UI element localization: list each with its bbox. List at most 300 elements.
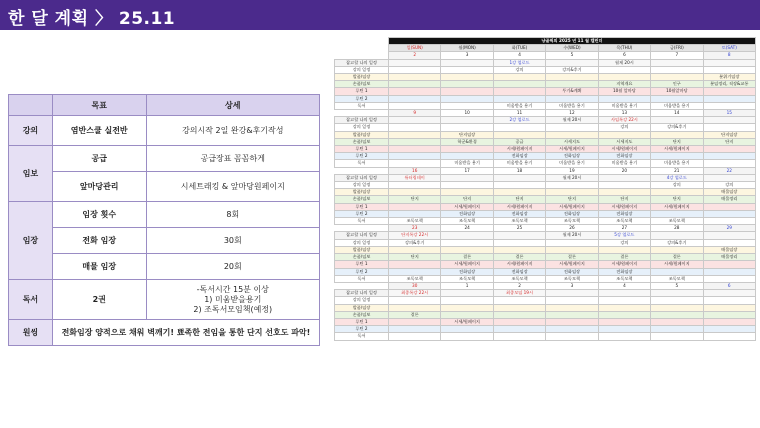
calendar-cell — [389, 124, 441, 131]
calendar-cell — [493, 124, 545, 131]
calendar-row-label: 독서 — [335, 218, 389, 225]
calendar-row-label: 잡고할 나의 일정 — [335, 59, 389, 66]
calendar-cell — [441, 146, 493, 153]
calendar-cell — [598, 95, 650, 102]
goals-detail-line: 2) 조독서모임책(예정) — [193, 304, 273, 314]
calendar-week-row — [335, 189, 756, 196]
calendar-cell — [389, 59, 441, 66]
calendar-dayname: 수(WED) — [546, 45, 598, 52]
calendar-cell: 미움받을 용기 — [651, 160, 703, 167]
calendar-week-row — [335, 124, 756, 131]
calendar-cell — [703, 275, 755, 282]
calendar-cell — [546, 95, 598, 102]
calendar-row-label: 강의 일정 — [335, 66, 389, 73]
calendar-cell — [651, 59, 703, 66]
calendar-cell — [651, 74, 703, 81]
calendar-cell — [493, 232, 545, 239]
calendar-row-label: 손품/임보 — [335, 196, 389, 203]
calendar-cell: 미움받을 용기 — [441, 160, 493, 167]
calendar-cell: 시세/원페이지 — [441, 318, 493, 325]
calendar-cell: 시세/원페이지 — [651, 203, 703, 210]
header-bar — [0, 0, 760, 30]
calendar-cell — [389, 304, 441, 311]
calendar-cell — [546, 131, 598, 138]
goals-detail: 강의시작 2일 완강&후기작성 — [146, 116, 319, 146]
calendar-week-row — [335, 102, 756, 109]
calendar-cell — [389, 189, 441, 196]
calendar-cell: 전화임장 — [546, 153, 598, 160]
calendar-dayname: 토(SAT) — [703, 45, 755, 52]
calendar-cell — [493, 297, 545, 304]
calendar-cell — [703, 218, 755, 225]
calendar-cell: 시세/원페이지 — [598, 261, 650, 268]
calendar-week-row — [335, 182, 756, 189]
calendar-cell — [546, 326, 598, 333]
calendar-body — [335, 38, 756, 341]
calendar-cell — [651, 189, 703, 196]
calendar-cell — [389, 160, 441, 167]
calendar-week-row — [335, 311, 756, 318]
calendar-week-row — [335, 268, 756, 275]
goals-row-visit-count — [9, 202, 320, 228]
calendar-date-number: 6 — [598, 52, 650, 59]
calendar-row-label: 잡고할 나의 일정 — [335, 290, 389, 297]
calendar-date-row — [335, 110, 756, 117]
goals-detail: 시세트래킹 & 앞마당원페이지 — [146, 172, 319, 202]
calendar-cell: 전화임장 — [493, 210, 545, 217]
calendar-cell: 단지 — [493, 196, 545, 203]
calendar-cell — [493, 95, 545, 102]
calendar-cell — [441, 81, 493, 88]
calendar-week-row — [335, 153, 756, 160]
goals-row-phone — [9, 228, 320, 254]
calendar-cell: 튜터링데이 — [389, 174, 441, 181]
calendar-week-row — [335, 290, 756, 297]
calendar-cell: 시세/원페이지 — [546, 146, 598, 153]
calendar-cell — [389, 146, 441, 153]
calendar-week-row — [335, 66, 756, 73]
goals-category: 원씽 — [9, 320, 53, 346]
calendar-row-label: 루틴 1 — [335, 88, 389, 95]
calendar-cell: 단지임장 — [441, 131, 493, 138]
calendar-cell: 조독모책 — [546, 218, 598, 225]
calendar-cell: 월제 20시 — [546, 117, 598, 124]
calendar-cell — [703, 66, 755, 73]
goals-detail-line: 1) 미움받을용기 — [204, 294, 262, 304]
calendar-cell — [493, 174, 545, 181]
calendar-week-row — [335, 326, 756, 333]
calendar-cell — [598, 318, 650, 325]
calendar-cell — [703, 239, 755, 246]
calendar-cell — [546, 246, 598, 253]
calendar-week-row — [335, 218, 756, 225]
calendar-cell: 단지 — [651, 138, 703, 145]
calendar-cell — [441, 153, 493, 160]
calendar-row-label: 잡고할 나의 일정 — [335, 117, 389, 124]
calendar-cell — [598, 297, 650, 304]
calendar-date-row — [335, 52, 756, 59]
calendar-row-label: 손품/임보 — [335, 81, 389, 88]
calendar-cell — [703, 153, 755, 160]
calendar-cell: 월제 20시 — [546, 232, 598, 239]
calendar-date-number: 2 — [493, 282, 545, 289]
calendar-cell — [598, 246, 650, 253]
calendar-cell — [441, 59, 493, 66]
calendar-cell: 단지 — [441, 196, 493, 203]
goals-detail: 20회 — [146, 254, 319, 280]
calendar-week-row — [335, 318, 756, 325]
calendar-row-label: 잡고할 나의 일정 — [335, 232, 389, 239]
calendar-date-number: 4 — [493, 52, 545, 59]
calendar-cell: 조독모책 — [389, 218, 441, 225]
calendar-cell: 단지 — [389, 196, 441, 203]
calendar-date-number: 3 — [546, 282, 598, 289]
calendar-cell — [703, 160, 755, 167]
calendar-title: 냥골픽의 2025 년 11 월 캘린더 — [389, 38, 756, 45]
calendar-cell — [651, 326, 703, 333]
calendar-date-number: 27 — [598, 225, 650, 232]
calendar-cell — [493, 81, 545, 88]
calendar-cell: 인구 — [651, 81, 703, 88]
calendar-cell — [389, 318, 441, 325]
calendar-date-number: 20 — [598, 167, 650, 174]
calendar-cell: 조독모책 — [598, 218, 650, 225]
calendar-date-blank — [335, 110, 389, 117]
goals-row-supply — [9, 146, 320, 172]
calendar-cell — [546, 189, 598, 196]
calendar-cell: 시세/원페이지 — [493, 146, 545, 153]
calendar-cell — [389, 333, 441, 340]
calendar-cell: 미움받을 용기 — [546, 160, 598, 167]
calendar-week-row — [335, 275, 756, 282]
calendar-cell — [493, 318, 545, 325]
calendar-cell — [389, 268, 441, 275]
calendar-cell: 사임톡강 22시 — [598, 117, 650, 124]
calendar-date-number: 11 — [493, 110, 545, 117]
calendar-date-blank — [335, 282, 389, 289]
calendar-cell: 5강 업로드 — [598, 232, 650, 239]
calendar-cell: 시세/원페이지 — [441, 203, 493, 210]
calendar-cell: 단지 — [651, 196, 703, 203]
goals-table — [8, 94, 320, 346]
goals-row-reading — [9, 280, 320, 320]
calendar-cell — [389, 102, 441, 109]
calendar-dayname: 금(FRI) — [651, 45, 703, 52]
calendar-date-number: 7 — [651, 52, 703, 59]
calendar-date-number: 4 — [598, 282, 650, 289]
calendar-date-number: 19 — [546, 167, 598, 174]
goals-goal: 앞마당관리 — [52, 172, 146, 202]
calendar-cell: 미움받을 용기 — [546, 102, 598, 109]
calendar-dayname-row — [335, 45, 756, 52]
calendar-cell — [598, 74, 650, 81]
calendar-cell — [703, 88, 755, 95]
calendar-cell — [493, 182, 545, 189]
calendar-cell — [389, 131, 441, 138]
calendar-cell: 조독모책 — [493, 275, 545, 282]
goals-row-yard — [9, 172, 320, 202]
page-title: 한 달 계획 〉 25.11 — [8, 9, 176, 29]
calendar-date-number: 24 — [441, 225, 493, 232]
goals-header-goal: 목표 — [52, 95, 146, 116]
calendar-cell: 강의&후기 — [546, 66, 598, 73]
calendar-cell: 전화임장 — [598, 210, 650, 217]
calendar-date-number: 17 — [441, 167, 493, 174]
calendar-cell — [703, 117, 755, 124]
calendar-cell: 단지 — [598, 196, 650, 203]
calendar-cell — [441, 304, 493, 311]
calendar-cell: 최종모임 19시 — [493, 290, 545, 297]
calendar-date-row — [335, 282, 756, 289]
calendar-cell: 단지톡강 22시 — [389, 232, 441, 239]
calendar-cell: 전화임장 — [441, 210, 493, 217]
calendar-cell — [493, 304, 545, 311]
calendar-row-label: 루틴 1 — [335, 318, 389, 325]
calendar-date-number: 1 — [441, 282, 493, 289]
calendar-cell — [493, 246, 545, 253]
calendar-cell: 조독모책 — [493, 218, 545, 225]
calendar-date-number: 12 — [546, 110, 598, 117]
calendar-cell — [546, 59, 598, 66]
calendar-cell — [441, 88, 493, 95]
calendar-row-label: 독서 — [335, 102, 389, 109]
goals-row-lecture — [9, 116, 320, 146]
goals-category: 임보 — [9, 146, 53, 202]
calendar-cell — [441, 95, 493, 102]
calendar-row-label: 루틴 2 — [335, 326, 389, 333]
calendar-cell — [651, 95, 703, 102]
calendar-week-row — [335, 232, 756, 239]
calendar-row-label: 루틴 2 — [335, 95, 389, 102]
calendar-cell — [598, 131, 650, 138]
calendar-cell — [441, 239, 493, 246]
calendar-cell — [651, 333, 703, 340]
calendar-cell — [546, 124, 598, 131]
calendar-cell — [703, 304, 755, 311]
calendar-week-row — [335, 81, 756, 88]
calendar-table — [334, 37, 756, 341]
calendar-cell: 단지 — [389, 254, 441, 261]
goals-detail: 공급장표 꼼꼼하게 — [146, 146, 319, 172]
goals-goal: 임장 횟수 — [52, 202, 146, 228]
calendar-week-row — [335, 196, 756, 203]
calendar-cell — [651, 232, 703, 239]
calendar-date-blank — [335, 225, 389, 232]
calendar-cell: 결론 — [546, 254, 598, 261]
calendar-dayname: 목(THU) — [598, 45, 650, 52]
calendar-cell — [598, 326, 650, 333]
calendar-cell: 10월앞마당 — [651, 88, 703, 95]
calendar-date-number: 2 — [389, 52, 441, 59]
calendar-date-number: 3 — [441, 52, 493, 59]
calendar-cell: 시세/원페이지 — [546, 261, 598, 268]
calendar-date-number: 13 — [598, 110, 650, 117]
calendar-row-label: 독서 — [335, 333, 389, 340]
calendar-date-number: 5 — [651, 282, 703, 289]
calendar-cell: 전화임장 — [546, 268, 598, 275]
calendar-dayname-blank — [335, 45, 389, 52]
calendar-cell: 조독모책 — [546, 275, 598, 282]
calendar-cell: 전화임장 — [546, 210, 598, 217]
calendar-cell: 결론 — [441, 254, 493, 261]
calendar-row-label: 독서 — [335, 275, 389, 282]
calendar-cell: 시세/원페이지 — [441, 261, 493, 268]
calendar-date-number: 25 — [493, 225, 545, 232]
calendar-dayname: 화(TUE) — [493, 45, 545, 52]
calendar-row-label: 강의 일정 — [335, 239, 389, 246]
calendar-date-blank — [335, 167, 389, 174]
calendar-row-label: 손품/임보 — [335, 138, 389, 145]
goals-detail-onething: 전화임장 양적으로 채워 벽깨기! 뾰족한 전임을 통한 단지 선호도 파악! — [52, 320, 319, 346]
calendar-cell: 결론 — [598, 254, 650, 261]
calendar-dayname: 일(SUN) — [389, 45, 441, 52]
calendar-cell — [703, 210, 755, 217]
calendar-cell: 결론 — [493, 254, 545, 261]
calendar-cell: 매물정리 — [703, 254, 755, 261]
goals-detail: 8회 — [146, 202, 319, 228]
calendar-cell — [703, 261, 755, 268]
calendar-week-row — [335, 95, 756, 102]
calendar-cell: 결론 — [389, 311, 441, 318]
calendar-date-number: 28 — [651, 225, 703, 232]
calendar-cell — [703, 174, 755, 181]
calendar-cell — [703, 297, 755, 304]
calendar-cell — [598, 66, 650, 73]
calendar-cell — [493, 131, 545, 138]
calendar-cell — [389, 203, 441, 210]
calendar-cell: 조독모책 — [651, 218, 703, 225]
calendar-row-label: 발품/임장 — [335, 304, 389, 311]
goals-goal: 2권 — [52, 280, 146, 320]
calendar-cell: 시세지도 — [546, 138, 598, 145]
calendar-cell — [389, 95, 441, 102]
calendar-row-label: 루틴 2 — [335, 268, 389, 275]
goals-category: 강의 — [9, 116, 53, 146]
calendar-cell — [598, 174, 650, 181]
calendar-cell — [441, 311, 493, 318]
calendar-cell — [703, 311, 755, 318]
calendar-cell — [441, 232, 493, 239]
calendar-cell — [389, 138, 441, 145]
calendar-cell — [703, 333, 755, 340]
goals-category: 독서 — [9, 280, 53, 320]
calendar-cell: 시세지도 — [598, 138, 650, 145]
calendar-cell — [546, 290, 598, 297]
calendar-cell — [441, 290, 493, 297]
goals-row-onething — [9, 320, 320, 346]
calendar-cell — [598, 189, 650, 196]
calendar-cell — [546, 81, 598, 88]
calendar-cell — [493, 88, 545, 95]
calendar-cell — [703, 268, 755, 275]
calendar-cell: 전화임장 — [598, 268, 650, 275]
calendar-week-row — [335, 117, 756, 124]
calendar-row-label: 발품/임장 — [335, 246, 389, 253]
calendar-cell: 조독모책 — [441, 218, 493, 225]
calendar-cell: 조독모책 — [651, 275, 703, 282]
calendar-cell — [493, 74, 545, 81]
calendar-cell: 단지임장 — [703, 131, 755, 138]
calendar-cell: 조독모책 — [389, 275, 441, 282]
calendar-cell: 강의 — [493, 66, 545, 73]
calendar-cell: 분위기임장 — [703, 74, 755, 81]
calendar-row-label: 루틴 2 — [335, 153, 389, 160]
calendar-cell: 미움받을 용기 — [493, 160, 545, 167]
calendar-cell — [441, 189, 493, 196]
calendar-cell: 미움받을 용기 — [651, 102, 703, 109]
calendar-cell — [546, 304, 598, 311]
calendar-row-label: 강의 일정 — [335, 297, 389, 304]
calendar-cell — [651, 304, 703, 311]
calendar-week-row — [335, 174, 756, 181]
calendar-cell — [493, 189, 545, 196]
calendar-cell — [546, 333, 598, 340]
calendar-week-row — [335, 254, 756, 261]
goals-header-row — [9, 95, 320, 116]
calendar-date-number: 8 — [703, 52, 755, 59]
calendar-date-number: 5 — [546, 52, 598, 59]
goals-goal: 매물 임장 — [52, 254, 146, 280]
calendar-cell — [651, 210, 703, 217]
calendar-date-number: 21 — [651, 167, 703, 174]
calendar-cell — [389, 74, 441, 81]
calendar-cell: 강의&후기 — [389, 239, 441, 246]
calendar-cell — [651, 268, 703, 275]
calendar-date-number: 14 — [651, 110, 703, 117]
calendar-cell — [546, 297, 598, 304]
calendar-week-row — [335, 203, 756, 210]
calendar-cell: 시세/원페이지 — [493, 261, 545, 268]
calendar-date-number: 22 — [703, 167, 755, 174]
calendar-row-label: 손품/임보 — [335, 311, 389, 318]
calendar-row-label: 루틴 1 — [335, 146, 389, 153]
calendar-cell — [389, 81, 441, 88]
calendar-cell — [441, 297, 493, 304]
calendar-cell — [703, 146, 755, 153]
calendar-cell: 분임정리, 직장&교통 — [703, 81, 755, 88]
calendar-week-row — [335, 160, 756, 167]
calendar-cell — [546, 311, 598, 318]
calendar-cell — [441, 333, 493, 340]
goals-detail-line: -독서시간 15분 이상 — [196, 284, 269, 294]
calendar-cell: 월제 20시 — [546, 174, 598, 181]
calendar-date-number: 18 — [493, 167, 545, 174]
calendar-cell: 시세/원페이지 — [546, 203, 598, 210]
calendar-cell: 월제 20시 — [598, 59, 650, 66]
calendar-cell — [546, 74, 598, 81]
calendar-date-row — [335, 225, 756, 232]
calendar-cell — [441, 74, 493, 81]
calendar-cell — [651, 66, 703, 73]
calendar-row-label: 발품/임장 — [335, 131, 389, 138]
calendar-cell: 미움받을 용기 — [493, 102, 545, 109]
calendar-row-label: 발품/임장 — [335, 189, 389, 196]
calendar-cell — [493, 326, 545, 333]
calendar-cell — [441, 102, 493, 109]
calendar-date-number: 10 — [441, 110, 493, 117]
calendar-cell — [598, 311, 650, 318]
calendar-week-row — [335, 131, 756, 138]
calendar-cell — [598, 333, 650, 340]
calendar-date-number: 9 — [389, 110, 441, 117]
calendar-row-label: 루틴 2 — [335, 210, 389, 217]
goals-detail — [146, 280, 319, 320]
calendar-cell — [546, 182, 598, 189]
calendar-cell — [441, 246, 493, 253]
calendar-cell: 미움받을 용기 — [598, 160, 650, 167]
calendar-cell: 2강 업로드 — [493, 117, 545, 124]
calendar-week-row — [335, 74, 756, 81]
